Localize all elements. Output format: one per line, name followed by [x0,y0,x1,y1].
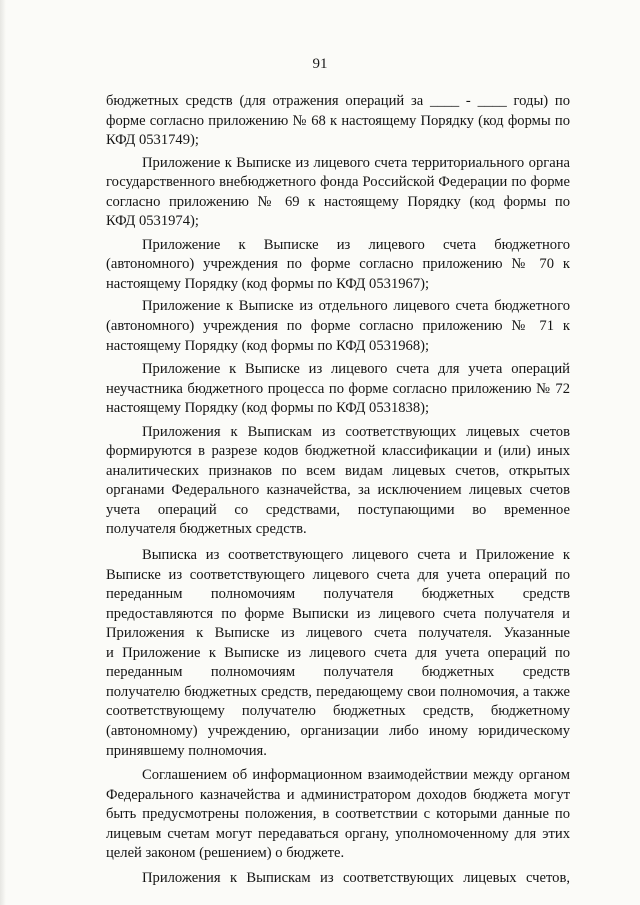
text-line: целей законом (решением) о бюджете. [106,845,345,862]
text-line: согласно приложению № 69 к настоящему Порядку (код формы по [106,193,570,210]
text-line: (автономного) учреждения по форме согласно приложению № 71 к [106,318,570,335]
text-line: переданным полномочиям получателя бюджетных средств [106,664,570,681]
text-line: соответствующему получателю бюджетных средств, бюджетному [106,703,570,720]
text-line: КФД 0531974); [106,213,199,230]
text-line: государственного внебюджетного фонда Российской Федерации по форме [106,174,570,191]
text-line: настоящему Порядку (код формы по КФД 0531968); [106,337,430,354]
text-line: и Приложение к Выписке из лицевого счета для учета операций по [106,644,570,661]
text-line: бюджетных средств (для отражения операций за ____ - ____ годы) по [106,93,570,109]
text-line: Приложение к Выписке из лицевого счета территориального органа [142,154,570,171]
text-line: Федерального казначейства и администратором доходов бюджета могут [106,786,570,803]
text-line: получателя бюджетных средств. [106,521,307,538]
text-line: (автономного) учреждения по форме согласно приложению № 70 к [106,256,570,273]
text-line: форме согласно приложению № 68 к настоящему Порядку (код формы по [106,112,570,129]
scan-edge-shadow [0,0,6,905]
text-line: аналитических признаков по всем видам лицевых счетов, открытых [106,462,570,479]
text-line: (автономному) учреждению, организации либо иному юридическому [106,722,570,739]
text-line: получателю бюджетных средств, передающему свои полномочия, а также [106,683,570,700]
text-line: лицевым счетам могут передаваться органу, уполномоченному для этих [106,825,570,842]
text-line: Выписка из соответствующего лицевого счета и Приложение к [142,547,570,564]
text-line: настоящему Порядку (код формы по КФД 0531967); [106,275,430,292]
text-line: Приложения к Выпискам из соответствующих лицевых счетов [142,423,570,440]
text-line: переданным полномочиям получателя бюджетных средств [106,586,570,603]
text-line: КФД 0531749); [106,132,199,149]
text-line: Соглашением об информационном взаимодействии между органом [142,767,570,784]
text-line: Приложение к Выписке из лицевого счета для учета операций [142,361,570,378]
text-line: формируются в разрезе кодов бюджетной классификации и (или) иных [106,443,570,460]
text-line: неучастника бюджетного процесса по форме согласно приложению № 72 [106,380,570,397]
text-line: быть предусмотрены положения, в соответствии с которыми данные по [106,806,570,823]
text-line: настоящему Порядку (код формы по КФД 0531838); [106,400,430,417]
text-line: Выписке из соответствующего лицевого счета для учета операций по [106,566,570,583]
document-body [106,92,570,888]
text-line: учета операций со средствами, поступающими во временное [106,501,570,518]
text-line: Приложение к Выписке из лицевого счета бюджетного [142,236,570,253]
text-line: предоставляются по форме Выписки из лицевого счета получателя и [106,605,570,622]
text-line: принявшему полномочия. [106,742,267,759]
text-line: органами Федерального казначейства, за исключением лицевых счетов [106,482,570,499]
text-line: Приложения к Выписке из лицевого счета получателя. Указанные [106,625,570,642]
text-line: Приложение к Выписке из отдельного лицевого счета бюджетного [142,298,570,315]
page-number: 91 [312,56,328,72]
text-line: Приложения к Выпискам из соответствующих лицевых счетов, [142,869,570,886]
